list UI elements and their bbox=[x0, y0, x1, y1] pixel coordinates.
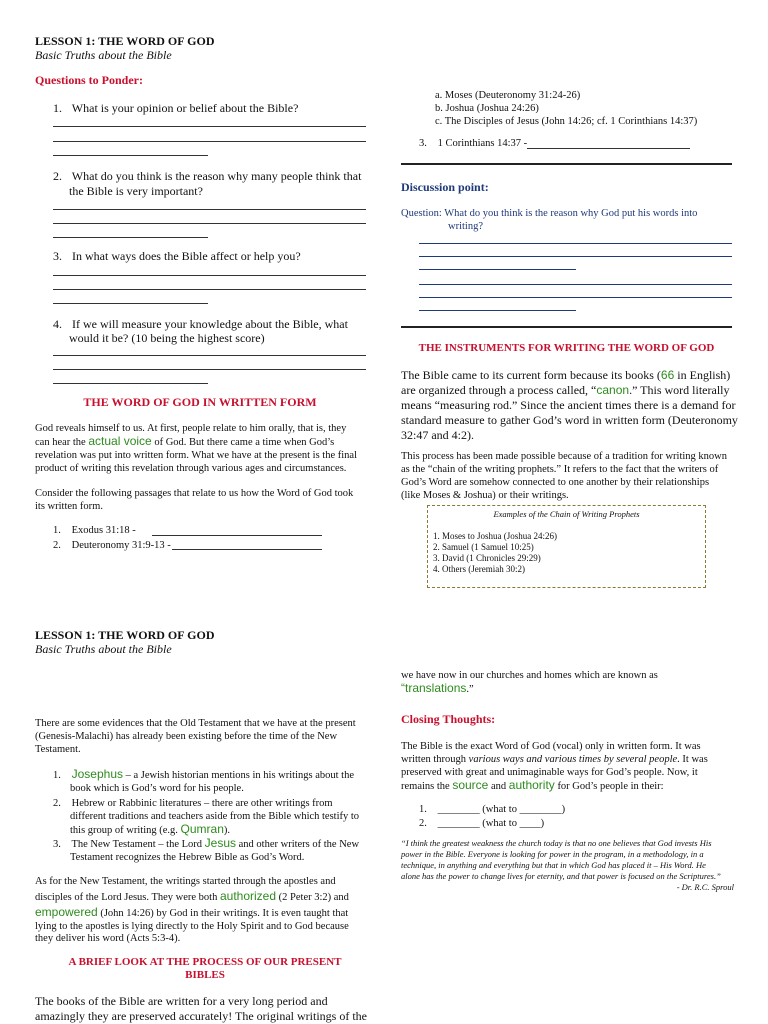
lesson-subtitle: Basic Truths about the Bible bbox=[35, 48, 172, 62]
closing-heading: Closing Thoughts: bbox=[401, 712, 496, 726]
list-item: 3. David (1 Chronicles 29:29) bbox=[433, 553, 541, 563]
evidence-item-1: 1. Josephus – a Jewish historian mentions in his writings about the book which is God’s word for his people. bbox=[53, 767, 354, 794]
question-4: 4. If we will measure your knowledge about the Bible, what bbox=[53, 317, 348, 331]
chain-examples-list bbox=[433, 531, 557, 575]
question-1: 1. What is your opinion or belief about the Bible? bbox=[53, 101, 299, 115]
answer-line bbox=[53, 209, 366, 210]
answer-line bbox=[53, 141, 366, 142]
evidence-item-2: 2. Hebrew or Rabbinic literatures – there are other writings from different traditions and teachers aside from the Bible which testify to this group of writing (e.g. Qumran). bbox=[53, 798, 360, 836]
passage-3: 3. 1 Corinthians 14:37 - bbox=[419, 138, 528, 149]
answer-line bbox=[53, 289, 366, 290]
answer-line bbox=[419, 243, 732, 244]
evidence-intro: There are some evidences that the Old Testament that we have at the present (Genesis-Malachi) has already been existing before the time of the New Testament. bbox=[35, 718, 356, 755]
lesson-title-2: LESSON 1: THE WORD OF GOD bbox=[35, 628, 215, 642]
answer-line bbox=[419, 297, 732, 298]
answer-line bbox=[419, 284, 732, 285]
questions-heading: Questions to Ponder: bbox=[35, 73, 143, 87]
written-form-paragraph: God reveals himself to us. At first, people relate to him orally, that is, they can hear the actual voice of God. But there came a time when God’s revelation was put into written form. What we have at the present is the final product of writing this revelation through various ages and circumstances. bbox=[35, 423, 357, 474]
evidence-item-3: 3. The New Testament – the Lord Jesus and other writers of the New Testament recognizes the Hebrew Bible as God’s Word. bbox=[53, 836, 360, 863]
answer-line bbox=[53, 355, 366, 356]
question-4-cont: would it be? (10 being the highest score) bbox=[69, 331, 265, 345]
passages-intro: Consider the following passages that relate to us how the Word of God took its written form. bbox=[35, 488, 354, 512]
question-2: 2. What do you think is the reason why many people think that bbox=[53, 169, 362, 183]
passage-1: 1. Exodus 31:18 - bbox=[53, 525, 136, 536]
writers-list: a. Moses (Deuteronomy 31:24-26) b. Joshua (Joshua 24:26) c. The Disciples of Jesus (John 14:26; cf. 1 Corinthians 14:37) bbox=[435, 90, 698, 127]
chain-examples-title: Examples of the Chain of Writing Prophets bbox=[493, 509, 640, 519]
instruments-heading: THE INSTRUMENTS FOR WRITING THE WORD OF GOD bbox=[418, 342, 715, 354]
answer-line bbox=[53, 369, 366, 370]
chain-examples-box bbox=[427, 505, 706, 588]
answer-line bbox=[53, 223, 366, 224]
answer-line bbox=[419, 269, 576, 270]
discussion-heading: Discussion point: bbox=[401, 180, 489, 194]
passage-2: 2. Deuteronomy 31:9-13 - bbox=[53, 540, 171, 551]
closing-item-2: 2. ________ (what to ____) bbox=[419, 818, 545, 829]
answer-line bbox=[172, 549, 322, 550]
new-testament-paragraph: As for the New Testament, the writings started through the apostles and disciples of the Lord Jesus. They were both authorized (2 Peter 3:2) and empowered (John 14:26) by God in their writings. It is even taught that lying to the apostles is lying directly to the Holy Spirit and to God because they deliver his word (Acts 5:3-4). bbox=[35, 876, 349, 944]
answer-line bbox=[53, 155, 208, 156]
list-item: 2. Samuel (1 Samuel 10:25) bbox=[433, 542, 534, 552]
quote-attribution: - Dr. R.C. Sproul bbox=[676, 882, 734, 892]
answer-line bbox=[53, 303, 208, 304]
question-2-cont: the Bible is very important? bbox=[69, 184, 203, 198]
question-3: 3. In what ways does the Bible affect or help you? bbox=[53, 249, 301, 263]
closing-item-1: 1. ________ (what to ________) bbox=[419, 804, 566, 815]
discussion-question: Question: What do you think is the reason why God put his words into writing? bbox=[401, 208, 698, 232]
list-item: 1. Moses to Joshua (Joshua 24:26) bbox=[433, 531, 557, 541]
answer-line bbox=[53, 383, 208, 384]
closing-paragraph: The Bible is the exact Word of God (vocal) only in written form. It was written through various ways and various times by several people. It was preserved with great and unimaginable ways for God’s people. Now, it remains the source and authority for God’s people in their: bbox=[401, 741, 708, 792]
lesson-title: LESSON 1: THE WORD OF GOD bbox=[35, 34, 215, 48]
translations-text: we have now in our churches and homes which are known as “translations.” bbox=[401, 670, 658, 695]
preserved-paragraph: The books of the Bible are written for a very long period and amazingly they are preserved accurately! The original writings of the bbox=[35, 994, 367, 1023]
answer-line bbox=[53, 237, 208, 238]
answer-line bbox=[419, 256, 732, 257]
section-divider bbox=[401, 326, 732, 328]
answer-line bbox=[53, 126, 366, 127]
answer-line bbox=[419, 310, 576, 311]
canon-paragraph: The Bible came to its current form because its books (66 in English) are organized through a process called, “canon.” This word literally means “measuring rod.” Since the ancient times there is a demand for standard measure to gather God’s word in written form (Deuteronomy 32:47 and 4:2). bbox=[401, 368, 738, 442]
lesson-subtitle-2: Basic Truths about the Bible bbox=[35, 642, 172, 656]
sproul-quote: “I think the greatest weakness the church today is that no one believes that God invests His power in the Bible. Everyone is looking for power in the program, in a methodology, in a technique, in anything and everything but that in which God has placed it – His Word. He alone has the power to change lives for eternity, and that power is focused on the Scriptures.” - Dr. R.C. Sproul bbox=[401, 838, 734, 892]
written-form-heading: THE WORD OF GOD IN WRITTEN FORM bbox=[83, 395, 317, 409]
section-divider bbox=[401, 163, 732, 165]
brief-look-heading: A BRIEF LOOK AT THE PROCESS OF OUR PRESENT BIBLES bbox=[68, 956, 342, 981]
answer-line bbox=[53, 275, 366, 276]
answer-line bbox=[527, 148, 690, 149]
list-item: 4. Others (Jeremiah 30:2) bbox=[433, 564, 525, 574]
chain-paragraph: This process has been made possible because of a tradition for writing known as the “chain of the writing prophets.” It refers to the fact that the writers of God’s Word are somehow connected to one another by their relationships (like Moses & Joshua) or their writings. bbox=[401, 451, 727, 501]
answer-line bbox=[152, 535, 322, 536]
